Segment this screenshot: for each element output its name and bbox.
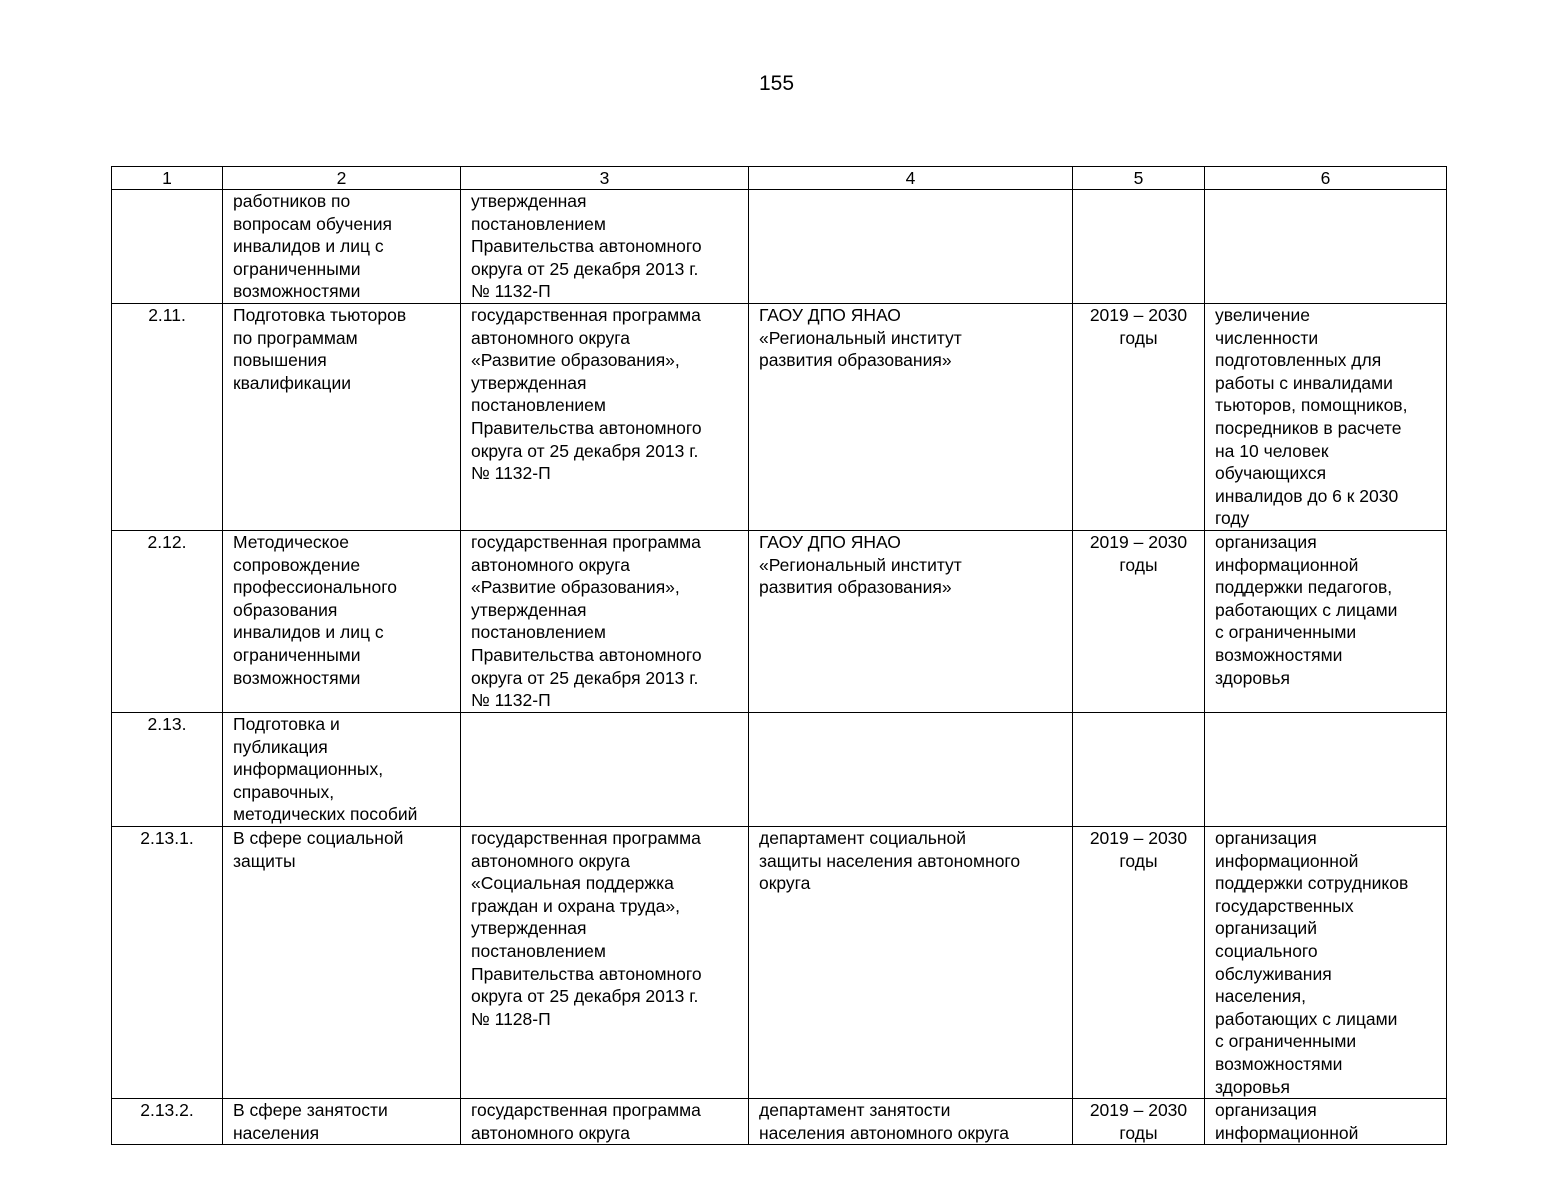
result-cell [1205,713,1447,827]
table-row [112,304,1447,531]
column-header-3: 3 [461,167,749,190]
period-cell [1073,190,1205,304]
column-header-6: 6 [1205,167,1447,190]
measure-name-cell: Подготовка и публикация информационных, справочных, методических пособий [223,713,461,827]
item-number-cell [112,190,223,304]
responsible-cell: ГАОУ ДПО ЯНАО «Региональный институт развития образования» [749,531,1073,713]
item-number-cell: 2.13.1. [112,826,223,1098]
period-cell: 2019 – 2030 годы [1073,531,1205,713]
result-cell [1205,190,1447,304]
column-header-5: 5 [1073,167,1205,190]
responsible-cell [749,713,1073,827]
result-cell: организация информационной поддержки сотрудников государственных организаций социального обслуживания населения, работающих с лицами с ограниченными возможностями здоровья [1205,826,1447,1098]
program-cell: государственная программа автономного округа «Развитие образования», утвержденная постановлением Правительства автономного округа от 25 декабря 2013 г. № 1132-П [461,304,749,531]
item-number-cell: 2.11. [112,304,223,531]
measures-table [111,166,1447,1145]
measure-name-cell: Подготовка тьюторов по программам повышения квалификации [223,304,461,531]
result-cell: увеличение численности подготовленных для работы с инвалидами тьюторов, помощников, посредников в расчете на 10 человек обучающихся инвалидов до 6 к 2030 году [1205,304,1447,531]
program-cell: государственная программа автономного округа «Социальная поддержка граждан и охрана труда», утвержденная постановлением Правительства автономного округа от 25 декабря 2013 г. № 1128-П [461,826,749,1098]
period-cell: 2019 – 2030 годы [1073,304,1205,531]
item-number-cell: 2.13.2. [112,1099,223,1145]
column-header-1: 1 [112,167,223,190]
program-cell [461,713,749,827]
period-cell: 2019 – 2030 годы [1073,1099,1205,1145]
table-row [112,826,1447,1098]
page-number: 155 [758,72,795,95]
program-cell: государственная программа автономного округа [461,1099,749,1145]
item-number-cell: 2.12. [112,531,223,713]
table-row [112,531,1447,713]
measure-name-cell: В сфере занятости населения [223,1099,461,1145]
period-cell [1073,713,1205,827]
result-cell: организация информационной [1205,1099,1447,1145]
column-header-2: 2 [223,167,461,190]
responsible-cell: департамент социальной защиты населения автономного округа [749,826,1073,1098]
measure-name-cell: работников по вопросам обучения инвалидов и лиц с ограниченными возможностями [223,190,461,304]
table-row [112,713,1447,827]
column-number-row [112,167,1447,190]
item-number-cell: 2.13. [112,713,223,827]
responsible-cell [749,190,1073,304]
responsible-cell: департамент занятости населения автономного округа [749,1099,1073,1145]
result-cell: организация информационной поддержки педагогов, работающих с лицами с ограниченными возможностями здоровья [1205,531,1447,713]
program-cell: государственная программа автономного округа «Развитие образования», утвержденная постановлением Правительства автономного округа от 25 декабря 2013 г. № 1132-П [461,531,749,713]
measure-name-cell: В сфере социальной защиты [223,826,461,1098]
responsible-cell: ГАОУ ДПО ЯНАО «Региональный институт развития образования» [749,304,1073,531]
program-cell: утвержденная постановлением Правительства автономного округа от 25 декабря 2013 г. № 1132-П [461,190,749,304]
period-cell: 2019 – 2030 годы [1073,826,1205,1098]
column-header-4: 4 [749,167,1073,190]
measure-name-cell: Методическое сопровождение профессионального образования инвалидов и лиц с ограниченными возможностями [223,531,461,713]
table-row [112,190,1447,304]
table-row [112,1099,1447,1145]
